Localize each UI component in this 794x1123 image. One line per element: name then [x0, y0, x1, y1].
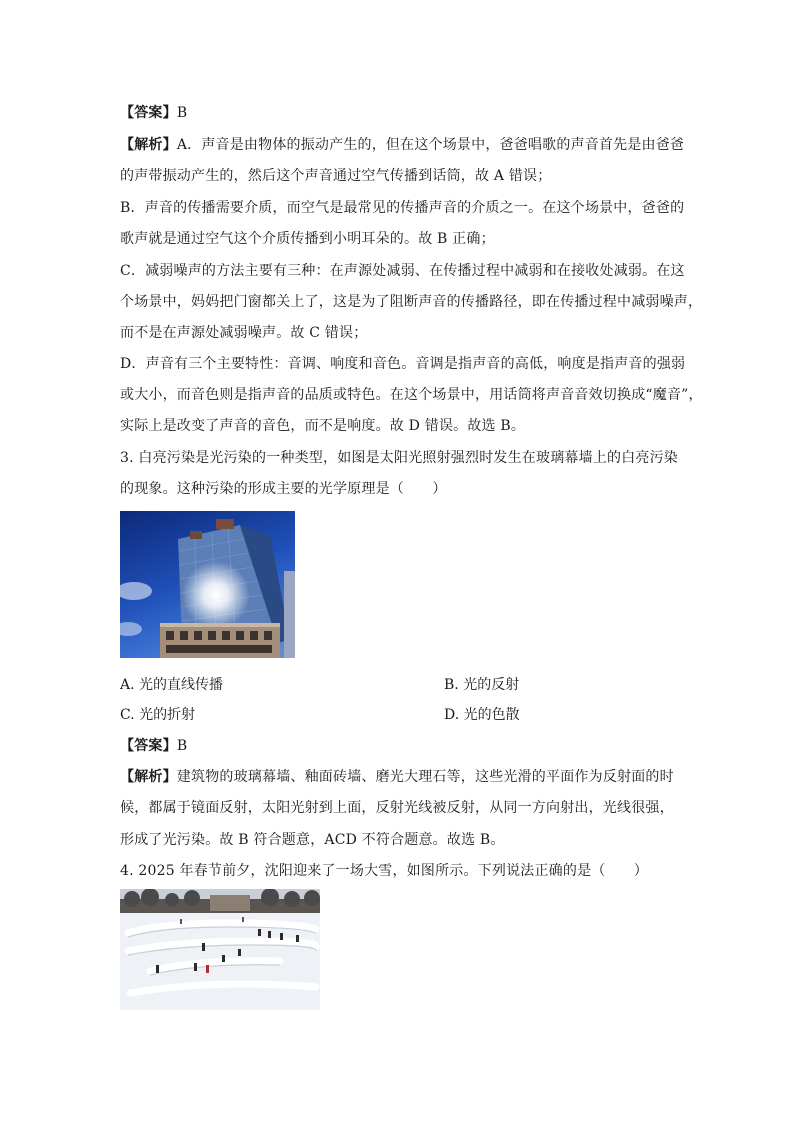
- q3-stem-line-1: 3. 白亮污染是光污染的一种类型，如图是太阳光照射强烈时发生在玻璃幕墙上的白亮污染: [120, 450, 679, 466]
- q2-analysis-line-7: 而不是在声源处减弱噪声。故 C 错误；: [120, 325, 368, 341]
- analysis-label: 【解析】: [120, 769, 177, 785]
- snow-photo: [120, 889, 320, 1010]
- q2-analysis-line-9: 或大小，而音色则是指声音的品质或特色。在这个场景中，用话筒将声音音效切换成“魔音”，: [120, 387, 703, 403]
- q2-analysis-line-6: 个场景中，妈妈把门窗都关上了，这是为了阻断声音的传播路径，即在传播过程中减弱噪声，: [120, 294, 703, 310]
- answer-value: B: [176, 105, 188, 121]
- q2-analysis-line-4: 歌声就是通过空气这个介质传播到小明耳朵的。故 B 正确；: [120, 231, 495, 247]
- option-c: C. 光的折射: [120, 707, 196, 723]
- q2-analysis-line-8: D．声音有三个主要特性：音调、响度和音色。音调是指声音的高低，响度是指声音的强弱: [120, 356, 686, 372]
- q2-answer-line: [120, 104, 187, 122]
- building-illustration: [120, 511, 295, 658]
- analysis-label: 【解析】: [120, 137, 177, 153]
- q2-analysis-line-1: [120, 136, 684, 154]
- q3-answer-line: [120, 737, 187, 755]
- answer-value: B: [176, 738, 188, 754]
- analysis-text: 建筑物的玻璃幕墙、釉面砖墙、磨光大理石等，这些光滑的平面作为反射面的时: [176, 769, 674, 785]
- q2-analysis-line-2: 的声带振动产生的，然后这个声音通过空气传播到话筒，故 A 错误；: [120, 168, 552, 184]
- snow-illustration: [120, 889, 320, 1010]
- option-d: D. 光的色散: [444, 707, 520, 723]
- q3-analysis-line-1: [120, 768, 674, 786]
- answer-label: 【答案】: [120, 738, 177, 754]
- analysis-text: A．声音是由物体的振动产生的，但在这个场景中，爸爸唱歌的声音首先是由爸爸: [176, 137, 685, 153]
- q4-stem: 4. 2025 年春节前夕，沈阳迎来了一场大雪，如图所示。下列说法正确的是（ ）: [120, 863, 649, 879]
- building-photo: [120, 511, 295, 658]
- q2-analysis-line-3: B．声音的传播需要介质，而空气是最常见的传播声音的介质之一。在这个场景中，爸爸的: [120, 200, 685, 216]
- option-a: A. 光的直线传播: [120, 677, 224, 693]
- option-b: B. 光的反射: [444, 677, 520, 693]
- answer-label: 【答案】: [120, 105, 177, 121]
- q3-analysis-line-3: 形成了光污染。故 B 符合题意，ACD 不符合题意。故选 B。: [120, 832, 505, 848]
- q2-analysis-line-10: 实际上是改变了声音的音色，而不是响度。故 D 错误。故选 B。: [120, 418, 526, 434]
- q3-stem-line-2: 的现象。这种污染的形成主要的光学原理是（ ）: [120, 481, 447, 497]
- q2-analysis-line-5: C．减弱噪声的方法主要有三种：在声源处减弱、在传播过程中减弱和在接收处减弱。在这: [120, 263, 685, 279]
- q3-analysis-line-2: 候，都属于镜面反射，太阳光射到上面，反射光线被反射，从同一方向射出，光线很强，: [120, 800, 674, 816]
